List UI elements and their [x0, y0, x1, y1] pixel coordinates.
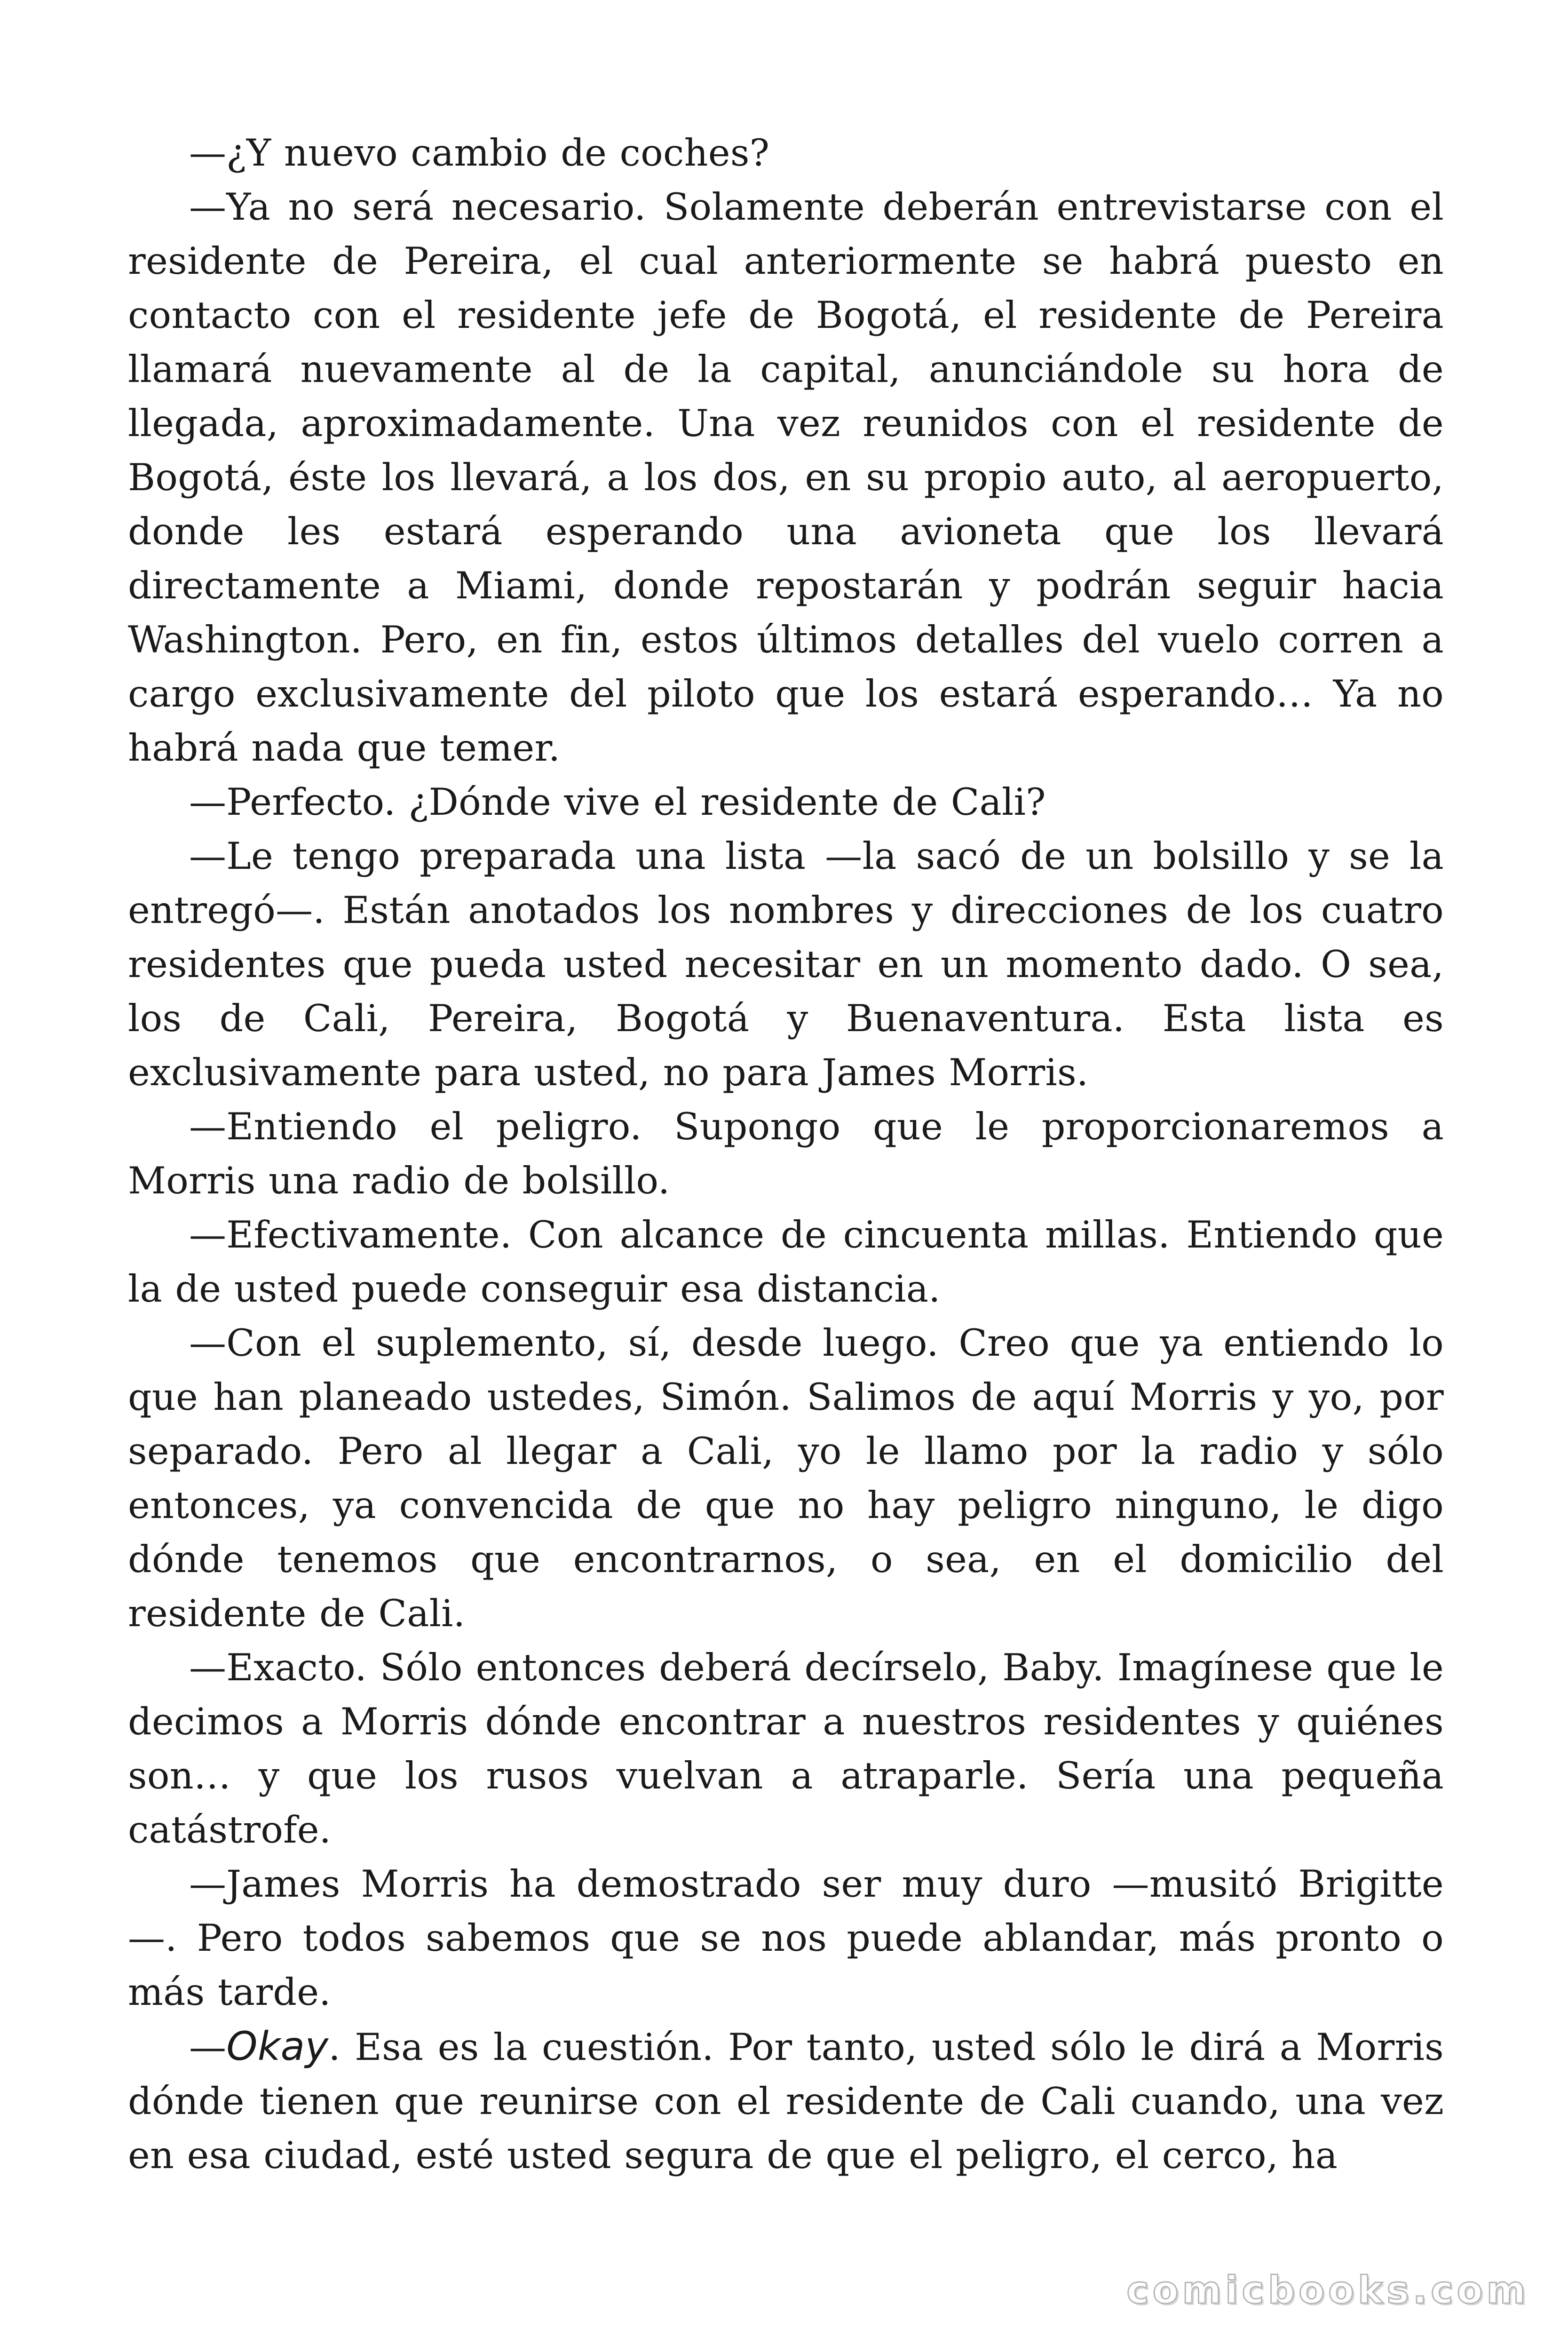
paragraph: —Con el suplemento, sí, desde luego. Creo que ya entiendo lo que han planeado ustedes, Simón. Salimos de aquí Morris y yo, por separado. Pero al llegar a Cali, yo le llamo por la radio y sólo entonces, ya convencida de que no hay peligro ninguno, le digo dónde tenemos que encontrarnos, o sea, en el domicilio del residente de Cali.: [128, 1321, 1444, 1635]
em-dash: —: [189, 2026, 227, 2069]
paragraph: —Perfecto. ¿Dónde vive el residente de Cali?: [189, 780, 1046, 824]
paragraph: —Entiendo el peligro. Supongo que le proporcionaremos a Morris una radio de bolsillo.: [128, 1105, 1444, 1202]
watermark-logo: comicbooks.com: [1126, 2268, 1529, 2312]
paragraph: —James Morris ha demostrado ser muy duro —musitó Brigitte —. Pero todos sabemos que se nos puede ablandar, más pronto o más tarde.: [128, 1862, 1444, 2014]
paragraph: —Exacto. Sólo entonces deberá decírselo, Baby. Imagínese que le decimos a Morris dónde encontrar a nuestros residentes y quiénes son… y que los rusos vuelvan a atraparle. Sería una pequeña catástrofe.: [128, 1646, 1444, 1851]
paragraph: —¿Y nuevo cambio de coches?: [189, 131, 770, 175]
page-body-text: [128, 126, 1444, 2183]
paragraph: —Le tengo preparada una lista —la sacó de un bolsillo y se la entregó—. Están anotados los nombres y direcciones de los cuatro residentes que pueda usted necesitar en un momento dado. O sea, los de Cali, Pereira, Bogotá y Buenaventura. Esta lista es exclusivamente para usted, no para James Morris.: [128, 834, 1444, 1094]
paragraph-last: [128, 2019, 1444, 2183]
italic-emphasis: Okay: [226, 2023, 329, 2069]
paragraph: —Efectivamente. Con alcance de cincuenta millas. Entiendo que la de usted puede conseguir esa distancia.: [128, 1213, 1444, 1311]
paragraph: —Ya no será necesario. Solamente deberán entrevistarse con el residente de Pereira, el cual anteriormente se habrá puesto en contacto con el residente jefe de Bogotá, el residente de Pereira llamará nuevamente al de la capital, anunciándole su hora de llegada, aproximadamente. Una vez reunidos con el residente de Bogotá, éste los llevará, a los dos, en su propio auto, al aeropuerto, donde les estará esperando una avioneta que los llevará directamente a Miami, donde repostarán y podrán seguir hacia Washington. Pero, en fin, estos últimos detalles del vuelo corren a cargo exclusivamente del piloto que los estará esperando… Ya no habrá nada que temer.: [128, 185, 1444, 770]
paragraph-continuation: . Esa es la cuestión. Por tanto, usted sólo le dirá a Morris dónde tienen que reunirse con el residente de Cali cuando, una vez en esa ciudad, esté usted segura de que el peligro, el cerco, ha: [128, 2026, 1444, 2177]
